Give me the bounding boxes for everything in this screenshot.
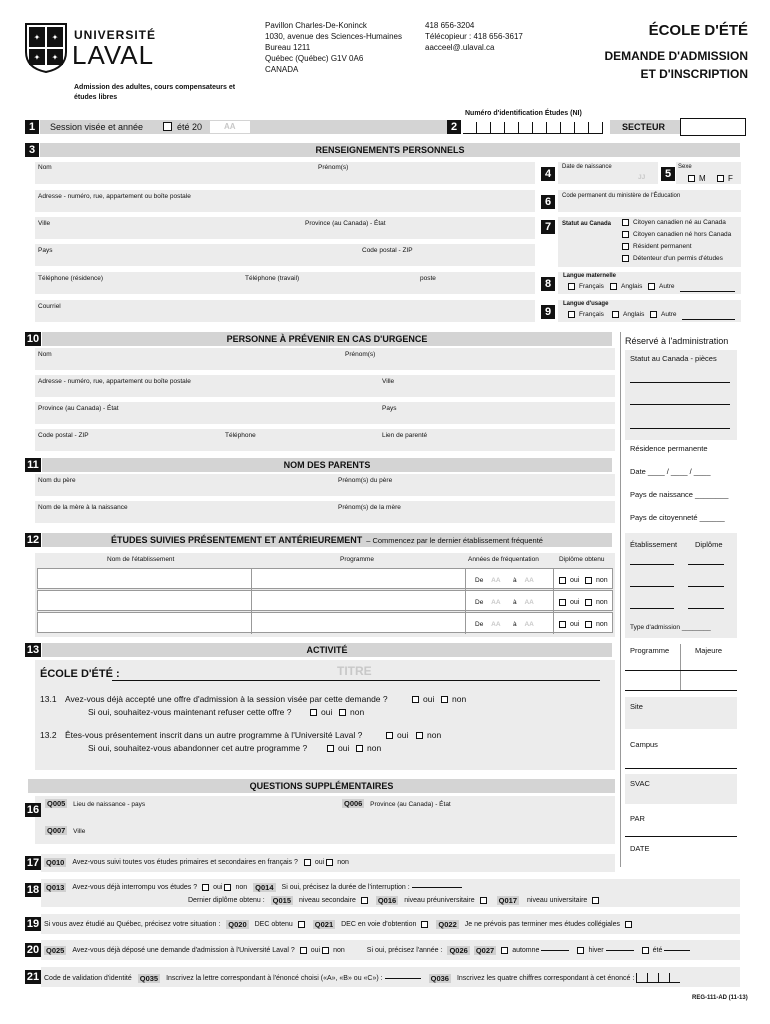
ville-field[interactable] <box>35 217 535 239</box>
row3-a: à AA <box>513 621 534 628</box>
urgence-tel-label: Téléphone <box>225 432 256 439</box>
nom-label: Nom <box>38 164 52 171</box>
urgence-ville-label: Ville <box>382 378 395 385</box>
svg-text:✦: ✦ <box>33 33 41 42</box>
q131-text: Avez-vous déjà accepté une offre d'admission à la session visée par cette demande ? <box>65 694 388 704</box>
pere-label: Nom du père <box>38 477 76 484</box>
admin-type-label: Type d'admission ________ <box>630 624 711 631</box>
q035-row: Code de validation d'identité Q035 Inscrivez la lettre correspondant à l'énoncé choisi («A», «B» ou «C») : Q036 Inscrivez les quatre chiffres correspondant à cet énoncé : <box>44 973 680 983</box>
sexe-f-checkbox[interactable] <box>717 175 724 182</box>
admin-statut-box <box>625 350 737 440</box>
q019-row: Si vous avez étudié au Québec, précisez votre situation : Q020 DEC obtenu Q021 DEC en voie d'obtention Q022 Je ne prévois pas terminer mes études collégiales <box>44 920 634 929</box>
q132-non[interactable]: non <box>416 730 441 740</box>
admin-site-label: Site <box>630 702 643 711</box>
q131b-text: Si oui, souhaitez-vous maintenant refuser cette offre ? <box>88 707 292 717</box>
code-digits-field[interactable] <box>636 973 680 983</box>
q015-row: Dernier diplôme obtenu : Q015 niveau secondaire Q016 niveau préuniversitaire Q017 niveau universitaire <box>188 896 601 905</box>
section-5-number: 5 <box>661 167 675 181</box>
lm-autre-line[interactable] <box>680 291 735 292</box>
contact-block: 418 656-3204 Télécopieur : 418 656-3617 aacceel@.ulaval.ca <box>425 21 523 52</box>
courriel-field[interactable] <box>35 300 535 322</box>
q132-num: 13.2 <box>40 730 57 740</box>
urgence-lien-label: Lien de parenté <box>382 432 428 439</box>
q132b-oui[interactable]: oui <box>327 743 349 753</box>
lm-fr-option[interactable]: Français <box>568 283 604 290</box>
q131-oui[interactable]: oui <box>412 694 434 704</box>
q010-row: Q010 Avez-vous suivi toutes vos études primaires et secondaires en français ? oui non <box>46 858 349 867</box>
q005-text: Q005 Lieu de naissance - pays <box>47 799 146 808</box>
q013-row: Q013 Avez-vous déjà interrompu vos études ? oui non Q014 Si oui, précisez la durée de l'interruption : <box>44 883 462 892</box>
tel-trav-label: Téléphone (travail) <box>245 275 300 282</box>
statut-option-1[interactable]: Citoyen canadien né au Canada <box>622 219 726 226</box>
prenoms-label: Prénom(s) <box>318 164 349 171</box>
q132-oui[interactable]: oui <box>386 730 408 740</box>
admin-date2-label: DATE <box>630 844 650 853</box>
section-21-number: 21 <box>26 971 40 983</box>
section-3-title: RENSEIGNEMENTS PERSONNELS <box>40 143 740 157</box>
row1-de: De AA <box>475 577 501 584</box>
ville-label: Ville <box>38 220 51 227</box>
titre-ghost: TITRE <box>337 664 372 678</box>
etudes-table: Nom de l'établissement Programme Années de fréquentation Diplôme obtenu De AA à AA oui non De AA à AA oui non De AA à AA oui non <box>35 553 615 637</box>
section-8-number: 8 <box>541 277 555 291</box>
section-9-number: 9 <box>541 305 555 319</box>
section-12-number: 12 <box>26 534 40 546</box>
province-label: Province (au Canada) - État <box>305 220 386 227</box>
urgence-pays-label: Pays <box>382 405 397 412</box>
section-10-number: 10 <box>26 333 40 345</box>
admin-pays-cit-label: Pays de citoyenneté ______ <box>630 513 725 522</box>
lu-autre-option[interactable]: Autre <box>650 311 677 318</box>
tel-res-label: Téléphone (résidence) <box>38 275 104 282</box>
admin-svac-label: SVAC <box>630 779 650 788</box>
address-block: Pavillon Charles-De-Koninck 1030, avenue des Sciences-Humaines Bureau 1211 Québec (Québec) G1V 0A6 CANADA <box>265 21 402 74</box>
row2-non[interactable]: non <box>585 599 608 606</box>
session-label: Session visée et année <box>50 122 144 132</box>
admin-title: Réservé à l'administration <box>625 336 729 346</box>
section-13-title: ACTIVITÉ <box>42 643 612 657</box>
q131-non[interactable]: non <box>441 694 466 704</box>
section-11-title: NOM DES PARENTS <box>42 458 612 472</box>
svg-text:✦: ✦ <box>51 33 59 42</box>
q131b-non[interactable]: non <box>339 707 364 717</box>
statut-option-4[interactable]: Détenteur d'un permis d'études <box>622 255 723 262</box>
form-subtitle: Admission des adultes, cours compensateurs et études libres <box>74 84 236 101</box>
statut-option-2[interactable]: Citoyen canadien né hors Canada <box>622 231 731 238</box>
q132b-text: Si oui, souhaitez-vous abandonner cet autre programme ? <box>88 743 308 753</box>
lu-fr-option[interactable]: Français <box>568 311 604 318</box>
row2-de: De AA <box>475 599 501 606</box>
q132b-non[interactable]: non <box>356 743 381 753</box>
courriel-label: Courriel <box>38 303 61 310</box>
section-4-number: 4 <box>541 167 555 181</box>
section-16-number: 16 <box>26 804 40 816</box>
session-ete-checkbox[interactable] <box>163 122 172 131</box>
q010-non-checkbox[interactable] <box>326 859 333 866</box>
admin-campus-label: Campus <box>630 740 658 749</box>
pere-prenom-label: Prénom(s) du père <box>338 477 393 484</box>
nom-field[interactable] <box>35 162 535 184</box>
pays-label: Pays <box>38 247 53 254</box>
lu-autre-line[interactable] <box>682 319 735 320</box>
ni-field[interactable] <box>463 122 603 134</box>
ecole-ete-label: ÉCOLE D'ÉTÉ : <box>40 668 120 680</box>
lu-an-option[interactable]: Anglais <box>612 311 644 318</box>
secteur-label: SECTEUR <box>622 122 666 132</box>
row2-oui[interactable]: oui <box>559 599 579 606</box>
secteur-field[interactable] <box>680 118 746 136</box>
questions-title: QUESTIONS SUPPLÉMENTAIRES <box>28 779 615 793</box>
langue-maternelle-label: Langue maternelle <box>563 273 617 279</box>
q132-text: Êtes-vous présentement inscrit dans un autre programme à l'Université Laval ? <box>65 730 363 740</box>
section-11-number: 11 <box>25 458 41 472</box>
section-19-number: 19 <box>26 918 40 930</box>
q010-oui-checkbox[interactable] <box>304 859 311 866</box>
row3-de: De AA <box>475 621 501 628</box>
sexe-m-option[interactable]: M <box>688 174 706 183</box>
section-1-number: 1 <box>25 120 39 134</box>
pays-field[interactable] <box>35 244 535 266</box>
university-name-2: LAVAL <box>72 40 155 70</box>
titre-line[interactable] <box>112 680 600 681</box>
pere-field[interactable] <box>35 474 615 496</box>
crest-icon <box>24 22 68 74</box>
urgence-prenoms-label: Prénom(s) <box>345 351 376 358</box>
svg-text:✦: ✦ <box>51 53 59 62</box>
ni-label: Numéro d'identification Études (NI) <box>465 110 582 117</box>
adresse-label: Adresse - numéro, rue, appartement ou boîte postale <box>38 193 191 200</box>
row1-oui[interactable]: oui <box>559 577 579 584</box>
admin-diplome-label: Diplôme <box>695 540 723 549</box>
sexe-f-option[interactable]: F <box>717 174 733 183</box>
q131b-oui[interactable]: oui <box>310 707 332 717</box>
university-logo <box>24 22 174 78</box>
q131-num: 13.1 <box>40 694 57 704</box>
urgence-code-label: Code postal - ZIP <box>38 432 89 439</box>
section-20-number: 20 <box>26 944 40 956</box>
row1-non[interactable]: non <box>585 577 608 584</box>
admin-pays-nais-label: Pays de naissance ________ <box>630 490 729 499</box>
q025-row: Q025 Avez-vous déjà déposé une demande d'admission à l'Université Laval ? oui non Si oui, précisez l'année : Q026 Q027 automne hiver été <box>44 946 690 955</box>
urgence-province-label: Province (au Canada) - État <box>38 405 119 412</box>
statut-label: Statut au Canada <box>562 221 612 227</box>
sexe-label: Sexe <box>678 164 692 170</box>
admin-majeure-label: Majeure <box>695 646 723 655</box>
section-3-number: 3 <box>25 143 39 157</box>
poste-label: poste <box>420 275 436 282</box>
admin-etab-label: Établissement <box>630 540 678 549</box>
row3-oui[interactable]: oui <box>559 621 579 628</box>
langue-usage-label: Langue d'usage <box>563 301 609 307</box>
admin-programme-label: Programme <box>630 646 670 655</box>
section-17-number: 17 <box>26 857 40 869</box>
urgence-adresse-label: Adresse - numéro, rue, appartement ou boîte postale <box>38 378 191 385</box>
sexe-m-checkbox[interactable] <box>688 175 695 182</box>
row1-a: à AA <box>513 577 534 584</box>
urgence-code-field[interactable] <box>35 429 615 451</box>
session-ete-label: été 20 <box>177 122 203 132</box>
svg-text:✦: ✦ <box>33 53 41 62</box>
q007-text: Q007 Ville <box>47 826 86 835</box>
admin-residence-label: Résidence permanente <box>630 444 708 453</box>
mere-label: Nom de la mère à la naissance <box>38 504 128 511</box>
section-7-number: 7 <box>541 220 555 234</box>
section-10-title: PERSONNE À PRÉVENIR EN CAS D'URGENCE <box>42 332 612 346</box>
university-name-1: UNIVERSITÉ <box>74 28 157 42</box>
q006-text: Q006 Province (au Canada) - État <box>344 799 451 808</box>
urgence-province-field[interactable] <box>35 402 615 424</box>
code-postal-label: Code postal - ZIP <box>362 247 413 254</box>
mere-prenom-label: Prénom(s) de la mère <box>338 504 401 511</box>
section-2-number: 2 <box>447 120 461 134</box>
date-naissance-label: Date de naissance <box>562 164 612 170</box>
session-year-field[interactable]: AA <box>210 121 250 133</box>
lm-an-option[interactable]: Anglais <box>610 283 642 290</box>
admin-par-label: PAR <box>630 814 645 823</box>
section-13-number: 13 <box>26 644 40 656</box>
section-18-number: 18 <box>26 884 40 896</box>
admin-statut-label: Statut au Canada - pièces <box>630 354 717 363</box>
form-code: REG-111-AD (11-13) <box>692 995 748 1001</box>
date-naissance-ghost: JJ <box>638 174 646 181</box>
urgence-nom-field[interactable] <box>35 348 615 370</box>
statut-option-3[interactable]: Résident permanent <box>622 243 692 250</box>
urgence-nom-label: Nom <box>38 351 52 358</box>
section-12-title-bar: ÉTUDES SUIVIES PRÉSENTEMENT ET ANTÉRIEUREMENT – Commencez par le dernier établissement fréquenté <box>42 533 612 547</box>
row2-a: à AA <box>513 599 534 606</box>
code-permanent-label: Code permanent du ministère de l'Éducation <box>562 193 681 199</box>
section-6-number: 6 <box>541 195 555 209</box>
lm-autre-option[interactable]: Autre <box>648 283 675 290</box>
admin-date-label: Date ____ / ____ / ____ <box>630 467 711 476</box>
form-title: ÉCOLE D'ÉTÉ DEMANDE D'ADMISSION ET D'INSCRIPTION <box>604 22 748 81</box>
row3-non[interactable]: non <box>585 621 608 628</box>
